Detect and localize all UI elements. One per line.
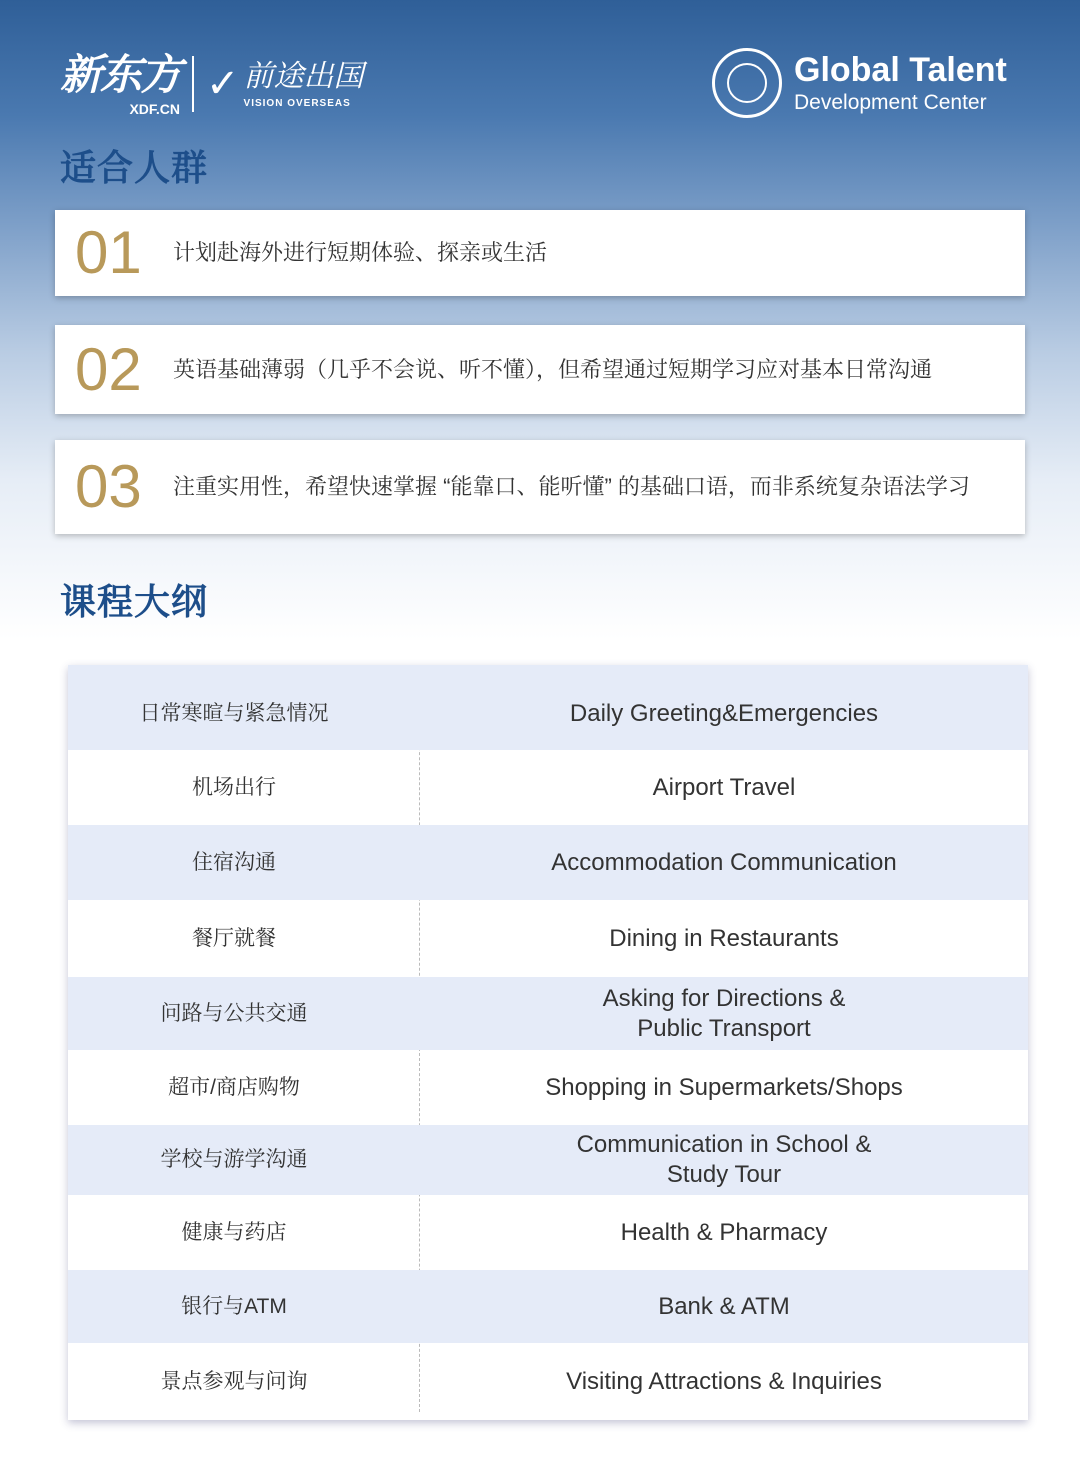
card-text: 计划赴海外进行短期体验、探亲或生活	[173, 240, 548, 265]
syllabus-table	[68, 665, 1028, 1420]
audience-card	[55, 325, 1025, 414]
xdf-logo	[60, 50, 180, 118]
vision-swoosh-icon: ✓	[206, 62, 240, 106]
audience-card	[55, 440, 1025, 534]
topic-en: Airport Travel	[652, 773, 796, 801]
topic-cn: 问路与公共交通	[160, 1001, 308, 1025]
topic-cn: 机场出行	[192, 775, 276, 799]
gtdc-subtitle: Development Center	[794, 91, 987, 114]
table-row	[68, 1343, 1028, 1420]
topic-cn: 日常寒暄与紧急情况	[139, 701, 329, 725]
audience-heading: 适合人群	[60, 147, 209, 188]
gtdc-seal-icon	[712, 48, 782, 118]
topic-cn: 餐厅就餐	[192, 926, 276, 950]
card-number: 02	[75, 335, 142, 403]
topic-cn: 景点参观与问询	[160, 1369, 308, 1393]
topic-en: Health & Pharmacy	[620, 1218, 828, 1246]
table-row	[68, 1050, 1028, 1125]
logo-separator	[192, 56, 194, 112]
topic-en: Shopping in Supermarkets/Shops	[545, 1073, 903, 1101]
table-row	[68, 1195, 1028, 1270]
xdf-logo-en: XDF.CN	[129, 101, 181, 117]
gtdc-logo	[712, 48, 1007, 118]
topic-en: Asking for Directions & Public Transport	[602, 984, 846, 1042]
table-row	[68, 665, 1028, 750]
xdf-vision-logo	[60, 50, 364, 118]
topic-cn: 银行与ATM	[181, 1294, 287, 1318]
table-row	[68, 900, 1028, 977]
card-text: 英语基础薄弱（几乎不会说、听不懂），但希望通过短期学习应对基本日常沟通	[173, 356, 933, 382]
topic-cn: 超市/商店购物	[168, 1075, 300, 1099]
vision-overseas-logo	[244, 57, 364, 111]
topic-en: Bank & ATM	[658, 1292, 790, 1320]
card-number: 03	[75, 453, 142, 520]
card-text: 注重实用性，希望快速掌握 “能靠口、能听懂” 的基础口语，而非系统复杂语法学习	[173, 474, 970, 499]
topic-cn: 住宿沟通	[192, 850, 276, 874]
xdf-logo-cn: 新东方	[60, 51, 181, 98]
topic-en: Dining in Restaurants	[609, 924, 839, 952]
table-row	[68, 1125, 1028, 1195]
audience-card	[55, 210, 1025, 296]
table-row	[68, 750, 1028, 825]
topic-en: Daily Greeting&Emergencies	[569, 699, 879, 727]
topic-cn: 健康与药店	[181, 1220, 287, 1244]
table-row	[68, 1270, 1028, 1343]
topic-en: Accommodation Communication	[551, 848, 897, 876]
topic-en: Communication in School & Study Tour	[576, 1131, 872, 1188]
topic-en: Visiting Attractions & Inquiries	[566, 1367, 882, 1395]
table-row	[68, 825, 1028, 900]
card-number: 01	[75, 219, 142, 286]
gtdc-title: Global Talent	[794, 51, 1007, 89]
vision-logo-en: VISION OVERSEAS	[243, 98, 351, 109]
table-row	[68, 977, 1028, 1050]
syllabus-heading: 课程大纲	[60, 581, 209, 622]
vision-logo-cn: 前途出国	[243, 60, 364, 93]
topic-cn: 学校与游学沟通	[160, 1148, 308, 1171]
